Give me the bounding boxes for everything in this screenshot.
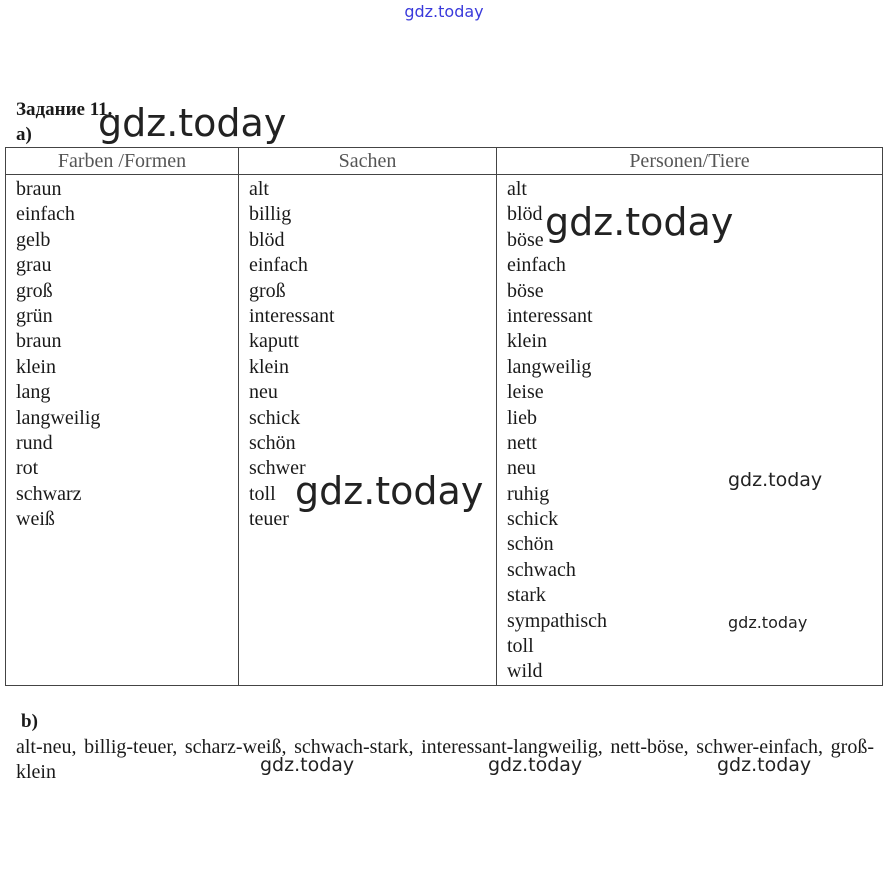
list-item: toll (249, 482, 276, 505)
list-item: klein (507, 330, 547, 353)
list-item: alt (249, 178, 269, 200)
table-header-row (6, 148, 883, 175)
word-list (16, 177, 238, 532)
list-item: wild (507, 660, 543, 683)
list-item: klein (16, 355, 56, 378)
list-item: schick (507, 508, 559, 531)
list-item: leise (507, 381, 544, 404)
list-item: interessant (249, 304, 335, 327)
list-item: teuer (249, 508, 289, 531)
list-item: neu (249, 381, 278, 404)
list-item: schön (249, 431, 296, 454)
part-a-label: a) (16, 124, 32, 145)
list-item: böse (507, 228, 544, 251)
list-item: ruhig (507, 482, 550, 505)
word-table (5, 147, 883, 686)
list-item: braun (16, 330, 62, 353)
list-item: neu (507, 457, 536, 480)
list-item: grün (16, 304, 53, 327)
header-things: Sachen (239, 148, 497, 175)
list-item: groß (16, 279, 53, 302)
list-item: blöd (249, 228, 285, 251)
list-item: grau (16, 254, 52, 277)
site-watermark-header: gdz.today (404, 2, 484, 21)
list-item: einfach (249, 254, 308, 277)
list-item: kaputt (249, 330, 299, 353)
list-item: lang (16, 381, 51, 404)
list-item: interessant (507, 304, 593, 327)
watermark: gdz.today (488, 754, 583, 776)
list-item: stark (507, 584, 546, 607)
word-list (507, 177, 882, 685)
column-colors-forms (6, 175, 239, 686)
list-item: sympathisch (507, 609, 607, 632)
part-b-label: b) (21, 711, 38, 732)
list-item: nett (507, 431, 537, 454)
list-item: schwarz (16, 482, 82, 505)
list-item: einfach (507, 254, 566, 277)
watermark: gdz.today (717, 754, 812, 776)
list-item: schwach (507, 558, 576, 581)
list-item: toll (507, 635, 534, 658)
list-item: schick (249, 406, 301, 429)
list-item: blöd (507, 203, 543, 226)
column-persons-animals (497, 175, 883, 686)
header-colors-forms: Farben /Formen (6, 148, 239, 175)
watermark: gdz.today (728, 469, 823, 491)
table-row (6, 175, 883, 686)
list-item: billig (249, 203, 292, 226)
list-item: rot (16, 457, 39, 480)
list-item: schön (507, 533, 554, 556)
watermark: gdz.today (98, 101, 287, 145)
list-item: braun (16, 178, 62, 200)
list-item: schwer (249, 457, 306, 480)
list-item: klein (249, 355, 289, 378)
watermark: gdz.today (728, 613, 808, 632)
watermark: gdz.today (545, 200, 734, 244)
list-item: weiß (16, 508, 55, 531)
list-item: langweilig (507, 355, 592, 378)
list-item: böse (507, 279, 544, 302)
watermark: gdz.today (295, 469, 484, 513)
list-item: einfach (16, 203, 75, 226)
header-persons-animals: Personen/Tiere (497, 148, 883, 175)
list-item: langweilig (16, 406, 101, 429)
list-item: lieb (507, 406, 537, 429)
list-item: gelb (16, 228, 51, 251)
list-item: groß (249, 279, 286, 302)
list-item: rund (16, 431, 53, 454)
list-item: alt (507, 178, 527, 200)
watermark: gdz.today (260, 754, 355, 776)
task-title: Задание 11. (16, 99, 113, 120)
column-things (239, 175, 497, 686)
part-b-answer: alt-neu, billig-teuer, scharz-weiß, schwach-stark, interessant-langweilig, nett-böse, schwer-einfach, groß-klein (16, 736, 874, 783)
